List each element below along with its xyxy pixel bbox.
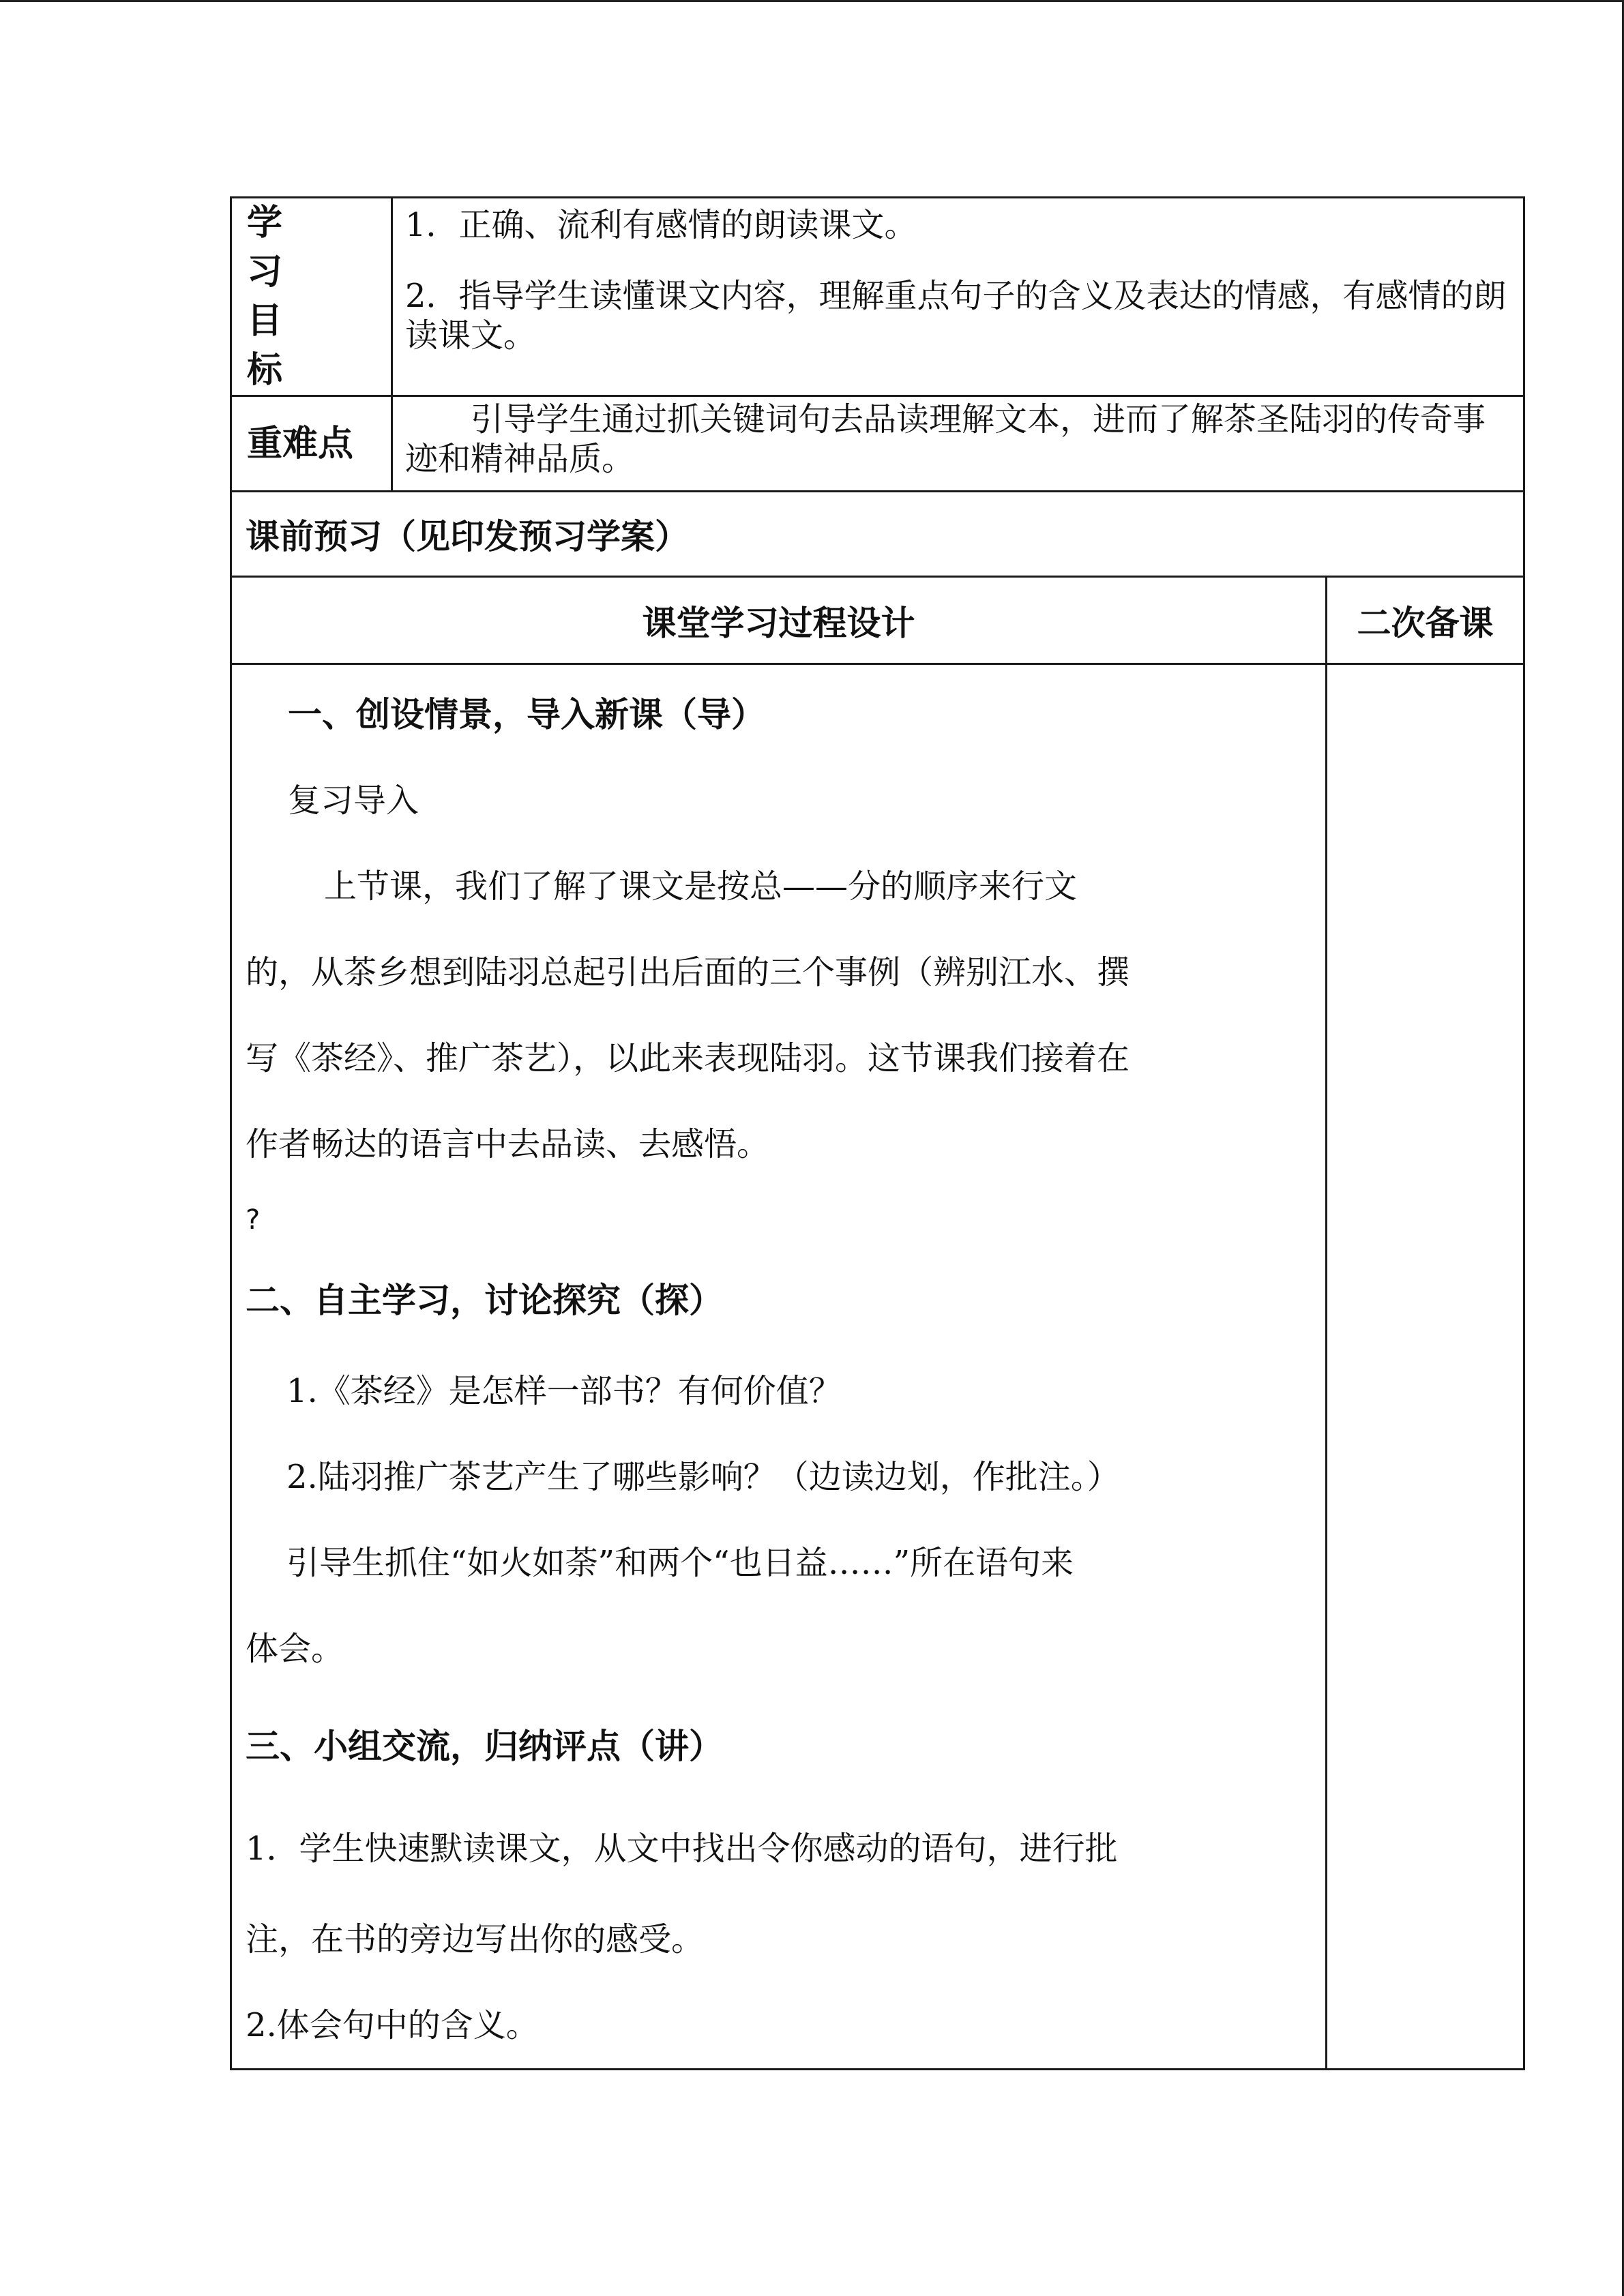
section2-question-2: 2.陆羽推广茶艺产生了哪些影响？（边读边划，作批注。）	[286, 1458, 1120, 1496]
section3-heading: 三、小组交流，归纳评点（讲）	[246, 1726, 723, 1766]
key-points-label: 重难点	[247, 422, 354, 464]
second-prep-title: 二次备课	[1357, 602, 1494, 643]
preview-row	[231, 492, 1524, 577]
section1-line-4: 作者畅达的语言中去品读、去感悟。	[246, 1125, 770, 1163]
section1-line-2: 的，从茶乡想到陆羽总起引出后面的三个事例（辨别江水、撰	[246, 953, 1130, 992]
section1-line-1: 上节课，我们了解了课文是按总——分的顺序来行文	[324, 867, 1078, 906]
key-points-content-cell	[392, 396, 1524, 492]
goals-content-cell	[392, 198, 1524, 396]
section2-heading: 二、自主学习，讨论探究（探）	[246, 1280, 723, 1320]
process-content-cell	[231, 664, 1327, 2070]
preview-cell	[231, 492, 1524, 577]
section3-item1-line-2: 注，在书的旁边写出你的感受。	[246, 1920, 705, 1958]
section3-item-2: 2.体会句中的含义。	[246, 2006, 539, 2044]
section2-guide-line-2: 体会。	[246, 1630, 344, 1668]
second-prep-notes-cell	[1327, 664, 1524, 2070]
second-prep-title-cell	[1327, 577, 1524, 664]
section2-question-1: 1.《茶经》是怎样一部书？有何价值？	[286, 1372, 842, 1410]
key-points-label-cell	[231, 396, 392, 492]
goals-row	[231, 198, 1524, 396]
section1-subheading: 复习导入	[288, 781, 419, 820]
goal-item-2: 2．指导学生读懂课文内容，理解重点句子的含义及表达的情感，有感情的朗读课文。	[405, 277, 1507, 355]
process-title: 课堂学习过程设计	[642, 602, 915, 643]
section1-heading: 一、创设情景，导入新课（导）	[288, 694, 765, 734]
stray-question-mark: ?	[246, 1204, 261, 1236]
process-content-row	[231, 664, 1524, 2070]
goal-item-1: 1．正确、流利有感情的朗读课文。	[405, 206, 917, 244]
preview-text: 课前预习（见印发预习学案）	[246, 516, 689, 556]
key-points-text: 引导学生通过抓关键词句去品读理解文本，进而了解茶圣陆羽的传奇事迹和精神品质。	[405, 400, 1486, 478]
goals-label-cell	[231, 198, 392, 396]
process-title-cell	[231, 577, 1327, 664]
lesson-plan-table	[230, 196, 1525, 2070]
key-points-row	[231, 396, 1524, 492]
goals-label: 学 习 目 标	[247, 202, 283, 391]
page-top-edge	[0, 0, 1624, 2]
section2-guide-line-1: 引导生抓住“如火如荼”和两个“也日益……”所在语句来	[286, 1544, 1074, 1582]
section1-line-3: 写《茶经》、推广茶艺），以此来表现陆羽。这节课我们接着在	[246, 1039, 1130, 1077]
process-header-row	[231, 577, 1524, 664]
section3-item1-line-1: 1．学生快速默读课文，从文中找出令你感动的语句，进行批	[246, 1830, 1118, 1868]
